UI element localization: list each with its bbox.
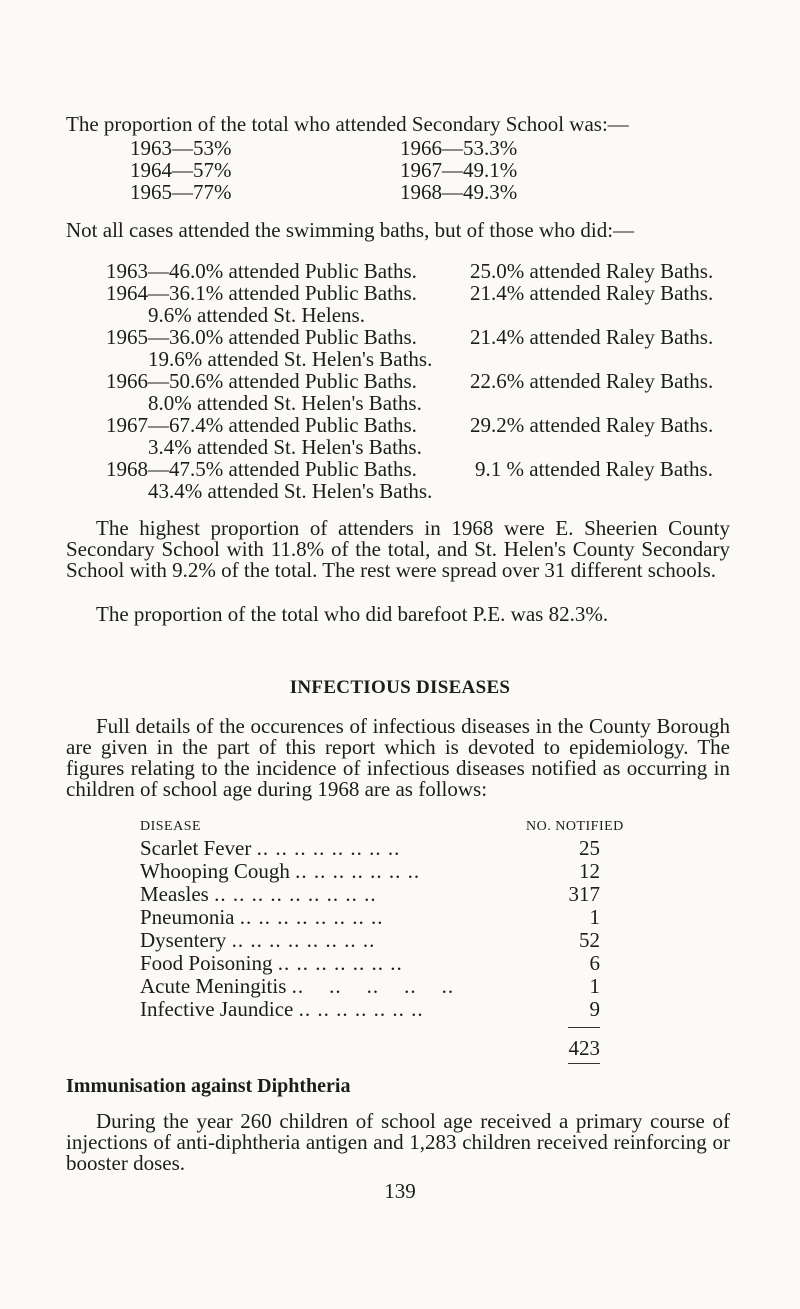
baths-intro: Not all cases attended the swimming baths, but of those who did:—	[66, 218, 635, 242]
leader-dots: .. .. .. .. ..	[291, 974, 455, 998]
disease-name: Pneumonia	[140, 905, 235, 929]
baths-line-1966-public: 1966—50.6% attended Public Baths.	[106, 369, 417, 393]
disease-count: 25	[579, 836, 600, 860]
disease-name: Measles	[140, 882, 209, 906]
leader-dots: .. .. .. .. .. .. ..	[295, 859, 421, 883]
baths-line-1966-raley: 22.6% attended Raley Baths.	[470, 369, 714, 393]
baths-line-1968-helens: 43.4% attended St. Helen's Baths.	[148, 479, 433, 503]
disease-name: Infective Jaundice	[140, 997, 294, 1021]
total-rule-top	[568, 1027, 600, 1028]
infectious-heading: INFECTIOUS DISEASES	[289, 677, 511, 698]
disease-total: 423	[568, 1036, 600, 1060]
secondary-year-1965: 1965—77%	[130, 180, 232, 204]
table-row	[140, 836, 400, 861]
col-notified-header: NO. NOTIFIED	[526, 819, 624, 834]
infectious-text: Full details of the occurences of infectious diseases in the County Borough are given in the part of this report which is devoted to epidemiology. The figures relating to the incidence of infectious diseases notified as occurring in children of school age during 1968 are as follows:	[66, 714, 730, 801]
baths-line-1965-public: 1965—36.0% attended Public Baths.	[106, 325, 417, 349]
leader-dots: .. .. .. .. .. .. .. ..	[231, 928, 376, 952]
baths-line-1967-public: 1967—67.4% attended Public Baths.	[106, 413, 417, 437]
baths-line-1966-helens: 8.0% attended St. Helen's Baths.	[148, 391, 422, 415]
immunisation-text: During the year 260 children of school age received a primary course of injections of anti-diphtheria antigen and 1,283 children received reinforcing or booster doses.	[66, 1109, 730, 1175]
baths-line-1965-helens: 19.6% attended St. Helen's Baths.	[148, 347, 433, 371]
barefoot-text: The proportion of the total who did barefoot P.E. was 82.3%.	[96, 602, 609, 626]
table-row	[140, 882, 377, 907]
secondary-year-1964: 1964—57%	[130, 158, 232, 182]
col-disease-header: DISEASE	[140, 819, 202, 834]
immunisation-heading: Immunisation against Diphtheria	[66, 1075, 351, 1097]
baths-line-1968-raley: 9.1 % attended Raley Baths.	[475, 457, 713, 481]
table-row	[140, 951, 403, 976]
baths-line-1964-helens: 9.6% attended St. Helens.	[148, 303, 365, 327]
disease-name: Acute Meningitis	[140, 974, 287, 998]
baths-line-1963-public: 1963—46.0% attended Public Baths.	[106, 259, 417, 283]
baths-line-1964-public: 1964—36.1% attended Public Baths.	[106, 281, 417, 305]
secondary-year-1966: 1966—53.3%	[400, 136, 518, 160]
secondary-year-1967: 1967—49.1%	[400, 158, 518, 182]
disease-count: 12	[579, 859, 600, 883]
disease-count: 1	[589, 905, 600, 929]
baths-line-1968-public: 1968—47.5% attended Public Baths.	[106, 457, 417, 481]
table-row	[140, 928, 375, 953]
disease-name: Scarlet Fever	[140, 836, 252, 860]
leader-dots: .. .. .. .. .. .. .. .. ..	[214, 882, 377, 906]
leader-dots: .. .. .. .. .. .. .. ..	[239, 905, 384, 929]
disease-name: Whooping Cough	[140, 859, 290, 883]
barefoot-paragraph	[66, 604, 730, 625]
immunisation-paragraph	[66, 1111, 730, 1174]
disease-count: 6	[589, 951, 600, 975]
baths-line-1963-raley: 25.0% attended Raley Baths.	[470, 259, 714, 283]
table-row	[140, 974, 454, 999]
leader-dots: .. .. .. .. .. .. ..	[277, 951, 403, 975]
disease-name: Food Poisoning	[140, 951, 273, 975]
table-row	[140, 997, 424, 1022]
disease-count: 1	[589, 974, 600, 998]
table-row	[140, 905, 384, 930]
attenders-text: The highest proportion of attenders in 1968 were E. Sheerien County Secondary School with 11.8% of the total, and St. Helen's County Secondary School with 9.2% of the total. The rest were spread over 31 different schools.	[66, 516, 730, 582]
attenders-paragraph	[66, 518, 730, 581]
disease-count: 52	[579, 928, 600, 952]
disease-name: Dysentery	[140, 928, 227, 952]
baths-line-1967-helens: 3.4% attended St. Helen's Baths.	[148, 435, 422, 459]
total-rule-bottom	[568, 1063, 600, 1064]
baths-line-1964-raley: 21.4% attended Raley Baths.	[470, 281, 714, 305]
leader-dots: .. .. .. .. .. .. .. ..	[256, 836, 401, 860]
disease-count: 317	[568, 882, 600, 906]
secondary-intro: The proportion of the total who attended Secondary School was:—	[66, 112, 629, 136]
leader-dots: .. .. .. .. .. .. ..	[298, 997, 424, 1021]
page-number: 139	[384, 1179, 416, 1203]
secondary-year-1968: 1968—49.3%	[400, 180, 518, 204]
infectious-paragraph	[66, 716, 730, 800]
baths-line-1965-raley: 21.4% attended Raley Baths.	[470, 325, 714, 349]
secondary-year-1963: 1963—53%	[130, 136, 232, 160]
table-row	[140, 859, 420, 884]
baths-line-1967-raley: 29.2% attended Raley Baths.	[470, 413, 714, 437]
disease-count: 9	[589, 997, 600, 1021]
